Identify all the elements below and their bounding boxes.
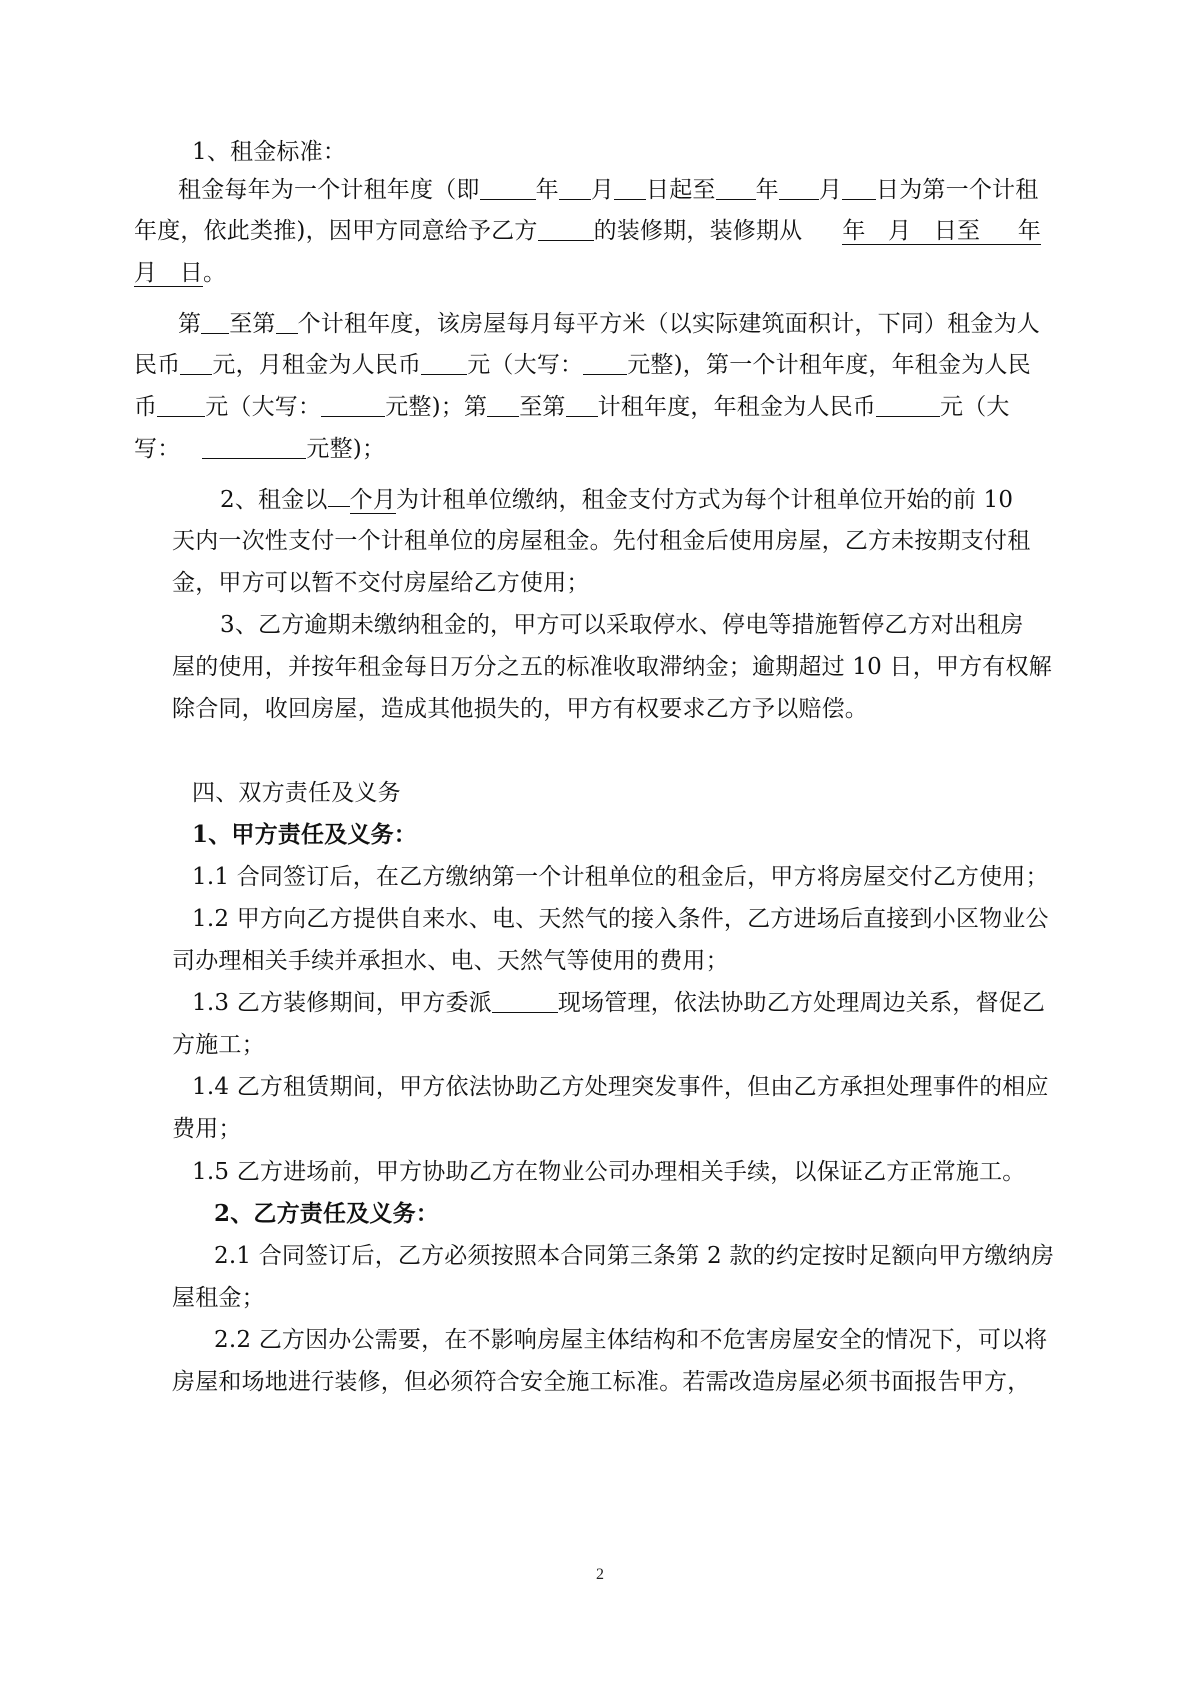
rent-paragraph-2-line-1 [178, 309, 1040, 339]
clause-2-2-line-2: 房屋和场地进行装修，但必须符合安全施工标准。若需改造房屋必须书面报告甲方， [172, 1369, 1031, 1395]
clause-2-line-3: 金，甲方可以暂不交付房屋给乙方使用； [172, 570, 590, 596]
text-run: 日为第一个计租 [876, 177, 1039, 203]
fill-blank [487, 394, 519, 417]
clause-2-line-1 [220, 485, 1013, 515]
fill-blank [492, 990, 558, 1013]
clause-1-1: 1.1 合同签订后，在乙方缴纳第一个计租单位的租金后，甲方将房屋交付乙方使用； [192, 864, 1049, 890]
fill-blank [559, 177, 591, 200]
fill-blank [779, 177, 819, 200]
underlined-period: 个月 [349, 487, 397, 513]
fill-blank [201, 311, 229, 334]
rent-paragraph-1-line-3 [134, 258, 226, 288]
text-run: 日起至 [646, 177, 716, 203]
text-run: 年 [535, 177, 559, 203]
section-4-heading: 四、双方责任及义务 [192, 780, 401, 806]
fill-blank [614, 177, 646, 200]
fill-blank [180, 352, 212, 375]
rent-paragraph-1-line-1 [178, 175, 1038, 205]
clause-2-1-line-2: 屋租金； [172, 1285, 265, 1311]
fill-blank [157, 394, 205, 417]
clause-1-3-line-1 [192, 988, 1045, 1018]
text-run: 元整)；第 [385, 394, 488, 420]
text-run: 元（大 [940, 394, 1010, 420]
text-run: 至第 [229, 311, 276, 337]
rent-paragraph-2-line-2 [134, 350, 1031, 380]
text-run: 元，月租金为人民币 [212, 352, 422, 378]
rent-paragraph-2-line-3 [134, 392, 1010, 422]
rent-paragraph-2-line-4 [134, 434, 385, 464]
party-b-heading: 2、乙方责任及义务： [214, 1200, 440, 1227]
clause-1-4-line-1: 1.4 乙方租赁期间，甲方依法协助乙方处理突发事件，但由乙方承担处理事件的相应 [192, 1074, 1049, 1100]
fill-blank [876, 394, 940, 417]
clause-3-line-2: 屋的使用，并按年租金每日万分之五的标准收取滞纳金；逾期超过 10 日，甲方有权解 [172, 654, 1052, 680]
fill-blank [538, 218, 594, 241]
text-run: 租金每年为一个计租年度（即 [178, 177, 480, 203]
clause-1-3-line-2: 方施工； [172, 1032, 265, 1058]
fill-blank [202, 436, 306, 459]
clause-1-2-line-2: 司办理相关手续并承担水、电、天然气等使用的费用； [172, 948, 729, 974]
fill-blank [583, 352, 627, 375]
text-run: 为计租单位缴纳，租金支付方式为每个计租单位开始的前 10 [396, 487, 1014, 513]
underlined-date-range: 年 月 日至 年 [842, 218, 1042, 244]
text-run: 第 [178, 311, 202, 337]
clause-2-1-line-1: 2.1 合同签订后，乙方必须按照本合同第三条第 2 款的约定按时足额向甲方缴纳房 [214, 1243, 1055, 1269]
text-run: 元整)； [306, 436, 386, 462]
text-run: 元（大写： [205, 394, 322, 420]
clause-1-2-line-1: 1.2 甲方向乙方提供自来水、电、天然气的接入条件，乙方进场后直接到小区物业公 [192, 906, 1049, 932]
party-a-heading: 1、甲方责任及义务： [192, 821, 418, 848]
text-run: 至第 [519, 394, 566, 420]
text-run: 民币 [134, 352, 181, 378]
text-run: 年度，依此类推)，因甲方同意给予乙方 [134, 218, 538, 244]
fill-blank [842, 177, 876, 200]
text-run: 元整)，第一个计租年度，年租金为人民 [627, 352, 1031, 378]
rent-paragraph-1-line-2 [134, 216, 1041, 246]
underlined-date: 月 日 [134, 260, 203, 286]
text-run: 年 [755, 177, 779, 203]
text-run: 。 [202, 260, 227, 286]
text-run: 1.3 乙方装修期间，甲方委派 [192, 990, 492, 1016]
page-number: 2 [596, 1566, 604, 1583]
text-run: 计租年度，年租金为人民币 [597, 394, 876, 420]
fill-blank [421, 352, 467, 375]
text-run: 写： [134, 436, 181, 462]
text-run: 现场管理，依法协助乙方处理周边关系，督促乙 [557, 990, 1046, 1016]
text-run: 2、租金以 [220, 487, 328, 513]
clause-1-4-line-2: 费用； [172, 1116, 242, 1142]
text-run: 个计租年度，该房屋每月每平方米（以实际建筑面积计，下同）租金为人 [297, 311, 1041, 337]
text-run: 的装修期，装修期从 [593, 218, 803, 244]
clause-3-line-3: 除合同，收回房屋，造成其他损失的，甲方有权要求乙方予以赔偿。 [172, 696, 868, 722]
clause-2-2-line-1: 2.2 乙方因办公需要，在不影响房屋主体结构和不危害房屋安全的情况下，可以将 [214, 1327, 1048, 1353]
text-run: 月 [590, 177, 615, 203]
text-run: 元（大写： [467, 352, 584, 378]
text-run: 币 [134, 394, 158, 420]
text-run: 月 [818, 177, 843, 203]
clause-3-line-1: 3、乙方逾期未缴纳租金的，甲方可以采取停水、停电等措施暂停乙方对出租房 [220, 612, 1024, 638]
fill-blank [716, 177, 756, 200]
clause-2-line-2: 天内一次性支付一个计租单位的房屋租金。先付租金后使用房屋，乙方未按期支付租 [172, 528, 1031, 554]
fill-blank [276, 311, 298, 334]
clause-1-5: 1.5 乙方进场前，甲方协助乙方在物业公司办理相关手续，以保证乙方正常施工。 [192, 1159, 1026, 1185]
fill-blank [321, 394, 385, 417]
fill-blank [566, 394, 598, 417]
rent-standard-heading: 1、租金标准： [192, 139, 347, 165]
fill-blank [480, 177, 536, 200]
